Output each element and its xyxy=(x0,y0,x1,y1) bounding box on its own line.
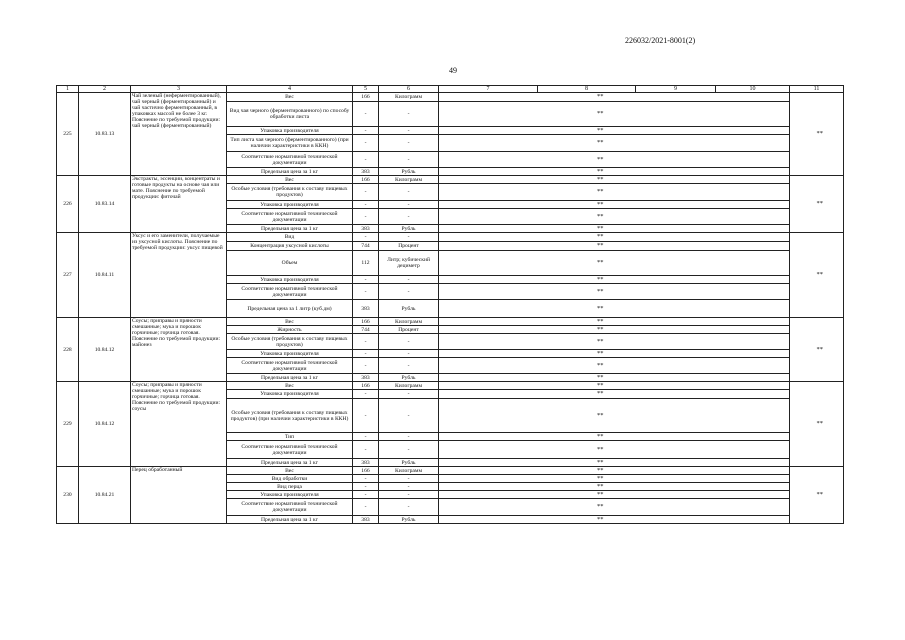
feature-label: Предельная цена за 1 кг xyxy=(227,168,353,176)
requirement-mark-text: ** xyxy=(597,126,604,134)
product-name: Перец обработанный xyxy=(131,467,227,524)
requirement-mark xyxy=(439,176,790,184)
feature-label: Вес xyxy=(227,93,353,102)
feature-label: Соответствие нормативной технической документации xyxy=(227,441,353,459)
feature-label: Вид перца xyxy=(227,483,353,491)
column-header: 11 xyxy=(790,86,844,93)
feature-label: Предельная цена за 1 кг xyxy=(227,459,353,467)
requirement-mark-text: ** xyxy=(597,287,604,295)
unit-code: 166 xyxy=(353,318,379,326)
table-row xyxy=(57,318,844,326)
requirement-mark xyxy=(439,251,790,276)
unit-name: Килограмм xyxy=(379,318,439,326)
unit-code: - xyxy=(353,135,379,152)
feature-label: Вес xyxy=(227,382,353,390)
unit-code: 383 xyxy=(353,459,379,467)
unit-name: - xyxy=(379,135,439,152)
feature-label: Упаковка производителя xyxy=(227,276,353,284)
unit-code: - xyxy=(353,201,379,209)
product-name: Уксус и его заменители, получаемые из уксусной кислоты. Пояснение по требуемой продукции: уксус пищевой xyxy=(131,233,227,318)
okpd-code: 10.83.14 xyxy=(79,176,131,233)
column-11-mark: ** xyxy=(790,382,844,467)
requirement-mark xyxy=(439,475,790,483)
requirement-mark-text: ** xyxy=(597,275,604,283)
unit-name: Рубль xyxy=(379,225,439,233)
unit-name: - xyxy=(379,201,439,209)
feature-label: Предельная цена за 1 литр (куб.дм) xyxy=(227,300,353,318)
requirement-mark xyxy=(439,374,790,382)
requirement-mark-text: ** xyxy=(597,233,604,240)
unit-name: Рубль xyxy=(379,300,439,318)
requirement-mark xyxy=(439,382,790,390)
requirement-mark-text: ** xyxy=(597,432,604,440)
unit-name: - xyxy=(379,399,439,433)
requirement-mark xyxy=(439,433,790,441)
unit-name: - xyxy=(379,209,439,225)
row-number: 228 xyxy=(57,318,79,382)
requirement-mark xyxy=(439,168,790,176)
requirement-mark-text: ** xyxy=(597,317,604,325)
unit-name: Рубль xyxy=(379,168,439,176)
okpd-code: 10.84.12 xyxy=(79,382,131,467)
unit-code: 383 xyxy=(353,300,379,318)
unit-name: - xyxy=(379,276,439,284)
feature-label: Упаковка производителя xyxy=(227,127,353,135)
unit-name: Килограмм xyxy=(379,93,439,102)
row-number: 227 xyxy=(57,233,79,318)
unit-name: Процент xyxy=(379,326,439,334)
feature-label: Соответствие нормативной технической документации xyxy=(227,152,353,168)
feature-label: Соответствие нормативной технической документации xyxy=(227,284,353,300)
requirement-mark xyxy=(439,491,790,499)
unit-code: 744 xyxy=(353,326,379,334)
unit-code: - xyxy=(353,184,379,201)
table-row xyxy=(57,176,844,184)
unit-code: - xyxy=(353,358,379,374)
row-number: 230 xyxy=(57,467,79,524)
unit-name: - xyxy=(379,390,439,399)
column-header: 9 xyxy=(636,86,716,93)
feature-label: Соответствие нормативной технической документации xyxy=(227,209,353,225)
requirement-mark-text: ** xyxy=(597,212,604,220)
feature-label: Концентрация уксусной кислоты xyxy=(227,242,353,251)
unit-code: - xyxy=(353,350,379,358)
product-name: Соусы; приправы и пряности смешанные; мука и порошок горчичные; горчица готовая. Пояснение по требуемой продукции: майонез xyxy=(131,318,227,382)
feature-label: Вес xyxy=(227,176,353,184)
column-11-mark: ** xyxy=(790,233,844,318)
column-header: 2 xyxy=(79,86,131,93)
requirement-mark-text: ** xyxy=(597,325,604,333)
unit-name: - xyxy=(379,102,439,127)
table-row xyxy=(57,233,844,242)
column-header: 10 xyxy=(716,86,790,93)
requirement-mark xyxy=(439,399,790,433)
unit-code: 383 xyxy=(353,168,379,176)
unit-code: - xyxy=(353,399,379,433)
feature-label: Тип листа чая черного (ферментированного) (при наличии характеристики в ККН) xyxy=(227,135,353,152)
requirement-mark xyxy=(439,127,790,135)
unit-code: 166 xyxy=(353,176,379,184)
feature-label: Вид чая черного (ферментированного) по способу обработки листа xyxy=(227,102,353,127)
unit-name: Рубль xyxy=(379,459,439,467)
table-row xyxy=(57,382,844,390)
unit-name: - xyxy=(379,350,439,358)
table-row xyxy=(57,467,844,475)
unit-name: - xyxy=(379,483,439,491)
unit-name: Литр; кубический дециметр xyxy=(379,251,439,276)
unit-code: - xyxy=(353,102,379,127)
unit-code: - xyxy=(353,276,379,284)
page-number: 49 xyxy=(449,66,457,75)
requirement-mark xyxy=(439,201,790,209)
header-row xyxy=(57,86,844,93)
product-name: Экстракты, эссенции, концентраты и готовые продукты на основе чая или мате. Пояснение по требуемой продукции: фиточай xyxy=(131,176,227,233)
requirement-mark-text: ** xyxy=(597,381,604,389)
requirement-mark xyxy=(439,242,790,251)
feature-label: Упаковка производителя xyxy=(227,491,353,499)
unit-name: Рубль xyxy=(379,374,439,382)
unit-code: - xyxy=(353,499,379,516)
feature-label: Объем xyxy=(227,251,353,276)
requirement-mark xyxy=(439,483,790,491)
unit-code: - xyxy=(353,441,379,459)
requirement-mark xyxy=(439,135,790,152)
requirement-mark xyxy=(439,358,790,374)
unit-name: - xyxy=(379,152,439,168)
feature-label: Вес xyxy=(227,318,353,326)
requirement-mark xyxy=(439,284,790,300)
requirement-mark-text: ** xyxy=(597,93,604,100)
unit-name: - xyxy=(379,233,439,242)
requirement-mark xyxy=(439,184,790,201)
row-number: 229 xyxy=(57,382,79,467)
requirement-mark xyxy=(439,318,790,326)
requirement-mark xyxy=(439,499,790,516)
unit-name: - xyxy=(379,433,439,441)
requirement-mark-text: ** xyxy=(597,175,604,183)
requirement-mark-text: ** xyxy=(597,445,604,453)
feature-label: Упаковка производителя xyxy=(227,390,353,399)
unit-code: 166 xyxy=(353,93,379,102)
unit-code: - xyxy=(353,491,379,499)
procurement-table xyxy=(56,85,844,524)
document-number: 226032/2021-8001(2) xyxy=(625,36,696,45)
feature-label: Упаковка производителя xyxy=(227,201,353,209)
requirement-mark-text: ** xyxy=(597,259,604,266)
requirement-mark-text: ** xyxy=(597,458,604,466)
unit-code: - xyxy=(353,152,379,168)
column-11-mark: ** xyxy=(790,467,844,524)
unit-name: - xyxy=(379,284,439,300)
unit-name: - xyxy=(379,184,439,201)
requirement-mark-text: ** xyxy=(597,224,604,232)
unit-code: 383 xyxy=(353,516,379,524)
unit-code: 744 xyxy=(353,242,379,251)
requirement-mark-text: ** xyxy=(597,188,604,195)
requirement-mark-text: ** xyxy=(597,110,604,117)
requirement-mark-text: ** xyxy=(597,390,604,397)
unit-code: - xyxy=(353,334,379,350)
requirement-mark-text: ** xyxy=(597,373,604,381)
requirement-mark-text: ** xyxy=(597,466,604,474)
okpd-code: 10.83.13 xyxy=(79,93,131,176)
feature-label: Вид xyxy=(227,233,353,242)
row-number: 226 xyxy=(57,176,79,233)
requirement-mark-text: ** xyxy=(597,167,604,175)
product-name: Соусы; приправы и пряности смешанные; мука и порошок горчичные; горчица готовая. Пояснение по требуемой продукции: соусы xyxy=(131,382,227,467)
unit-code: - xyxy=(353,433,379,441)
requirement-mark-text: ** xyxy=(597,349,604,357)
column-header: 6 xyxy=(379,86,439,93)
unit-code: - xyxy=(353,475,379,483)
column-header: 3 xyxy=(131,86,227,93)
unit-code: - xyxy=(353,209,379,225)
feature-label: Предельная цена за 1 кг xyxy=(227,225,353,233)
unit-code: - xyxy=(353,127,379,135)
unit-code: 166 xyxy=(353,467,379,475)
requirement-mark-text: ** xyxy=(597,515,604,523)
requirement-mark xyxy=(439,467,790,475)
feature-label: Особые условия (требования к составу пищевых продуктов) xyxy=(227,184,353,201)
requirement-mark xyxy=(439,233,790,242)
okpd-code: 10.84.21 xyxy=(79,467,131,524)
requirement-mark xyxy=(439,300,790,318)
feature-label: Соответствие нормативной технической документации xyxy=(227,499,353,516)
requirement-mark-text: ** xyxy=(597,482,604,490)
requirement-mark xyxy=(439,441,790,459)
requirement-mark-text: ** xyxy=(597,139,604,146)
okpd-code: 10.84.11 xyxy=(79,233,131,318)
feature-label: Предельная цена за 1 кг xyxy=(227,516,353,524)
requirement-mark-text: ** xyxy=(597,200,604,208)
unit-name: - xyxy=(379,334,439,350)
unit-name: Килограмм xyxy=(379,176,439,184)
unit-name: Рубль xyxy=(379,516,439,524)
requirement-mark-text: ** xyxy=(597,361,604,369)
column-header: 4 xyxy=(227,86,353,93)
unit-name: - xyxy=(379,491,439,499)
column-header: 7 xyxy=(439,86,538,93)
unit-code: 383 xyxy=(353,374,379,382)
unit-name: Килограмм xyxy=(379,467,439,475)
column-11-mark: ** xyxy=(790,318,844,382)
feature-label: Предельная цена за 1 кг xyxy=(227,374,353,382)
requirement-mark xyxy=(439,350,790,358)
unit-code: 383 xyxy=(353,225,379,233)
unit-name: - xyxy=(379,499,439,516)
column-11-mark: ** xyxy=(790,93,844,176)
unit-name: Процент xyxy=(379,242,439,251)
requirement-mark xyxy=(439,276,790,284)
requirement-mark-text: ** xyxy=(597,411,604,419)
okpd-code: 10.84.12 xyxy=(79,318,131,382)
column-header: 5 xyxy=(353,86,379,93)
requirement-mark-text: ** xyxy=(597,155,604,163)
unit-code: - xyxy=(353,284,379,300)
requirement-mark xyxy=(439,334,790,350)
feature-label: Особые условия (требования к составу пищевых продуктов) xyxy=(227,334,353,350)
unit-code: - xyxy=(353,390,379,399)
feature-label: Тип xyxy=(227,433,353,441)
requirement-mark xyxy=(439,225,790,233)
requirement-mark xyxy=(439,516,790,524)
requirement-mark xyxy=(439,209,790,225)
requirement-mark-text: ** xyxy=(597,242,604,249)
unit-name: - xyxy=(379,441,439,459)
feature-label: Особые условия (требования к составу пищевых продуктов) (при наличии характеристики в ККН) xyxy=(227,399,353,433)
requirement-mark xyxy=(439,93,790,102)
requirement-mark xyxy=(439,390,790,399)
requirement-mark xyxy=(439,326,790,334)
unit-code: - xyxy=(353,483,379,491)
unit-name: - xyxy=(379,358,439,374)
row-number: 225 xyxy=(57,93,79,176)
feature-label: Упаковка производителя xyxy=(227,350,353,358)
requirement-mark-text: ** xyxy=(597,474,604,482)
product-name: Чай зеленый (неферментированный), чай черный (ферментированный) и чай частично ферментированный, в упаковках массой не более 3 кг. Пояснение по требуемой продукции: чай черный (ферментированный) xyxy=(131,93,227,176)
feature-label: Вес xyxy=(227,467,353,475)
requirement-mark-text: ** xyxy=(597,304,604,312)
unit-name: - xyxy=(379,475,439,483)
unit-code: 112 xyxy=(353,251,379,276)
unit-name: - xyxy=(379,127,439,135)
table-row xyxy=(57,93,844,102)
requirement-mark xyxy=(439,102,790,127)
requirement-mark xyxy=(439,459,790,467)
feature-label: Соответствие нормативной технической документации xyxy=(227,358,353,374)
requirement-mark-text: ** xyxy=(597,503,604,510)
column-header: 8 xyxy=(538,86,636,93)
requirement-mark-text: ** xyxy=(597,490,604,498)
unit-name: Килограмм xyxy=(379,382,439,390)
column-header: 1 xyxy=(57,86,79,93)
feature-label: Жирность xyxy=(227,326,353,334)
requirement-mark xyxy=(439,152,790,168)
unit-code: - xyxy=(353,233,379,242)
requirement-mark-text: ** xyxy=(597,337,604,345)
feature-label: Вид обработки xyxy=(227,475,353,483)
column-11-mark: ** xyxy=(790,176,844,233)
unit-code: 166 xyxy=(353,382,379,390)
